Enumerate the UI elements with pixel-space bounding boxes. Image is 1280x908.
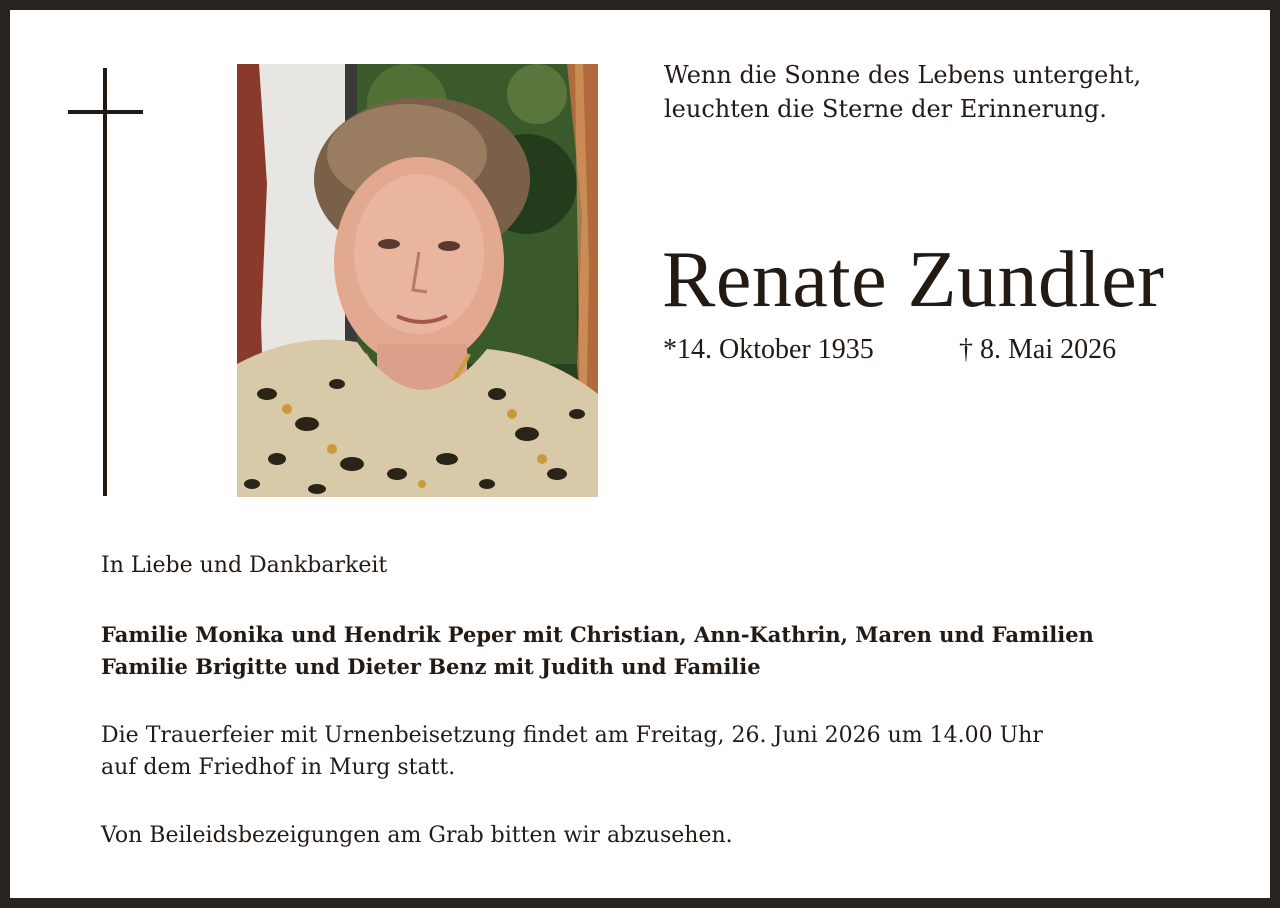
- cross-horizontal-bar: [68, 110, 143, 114]
- memorial-quote: [664, 58, 1224, 126]
- quote-line: leuchten die Sterne der Erinnerung.: [664, 95, 1107, 123]
- family-list: [101, 619, 1094, 683]
- life-dates: [663, 332, 1223, 368]
- thanks-line: In Liebe und Dankbarkeit: [101, 553, 388, 578]
- cross-vertical-bar: [103, 68, 107, 496]
- birth-date: *14. Oktober 1935: [663, 334, 874, 365]
- ceremony-line: Die Trauerfeier mit Urnenbeisetzung findet am Freitag, 26. Juni 2026 um 14.00 Uhr: [101, 723, 1043, 748]
- death-date: † 8. Mai 2026: [959, 334, 1117, 365]
- portrait-photo: [237, 64, 598, 497]
- ceremony-notice: [101, 720, 1043, 784]
- family-line: Familie Brigitte und Dieter Benz mit Judith und Familie: [101, 654, 761, 679]
- quote-line: Wenn die Sonne des Lebens untergeht,: [664, 61, 1142, 89]
- family-line: Familie Monika und Hendrik Peper mit Christian, Ann-Kathrin, Maren und Familien: [101, 622, 1094, 647]
- obituary-card: [10, 10, 1270, 898]
- closing-note: Von Beileidsbezeigungen am Grab bitten wir abzusehen.: [101, 823, 733, 848]
- ceremony-line: auf dem Friedhof in Murg statt.: [101, 755, 456, 780]
- deceased-name: Renate Zundler: [662, 236, 1165, 324]
